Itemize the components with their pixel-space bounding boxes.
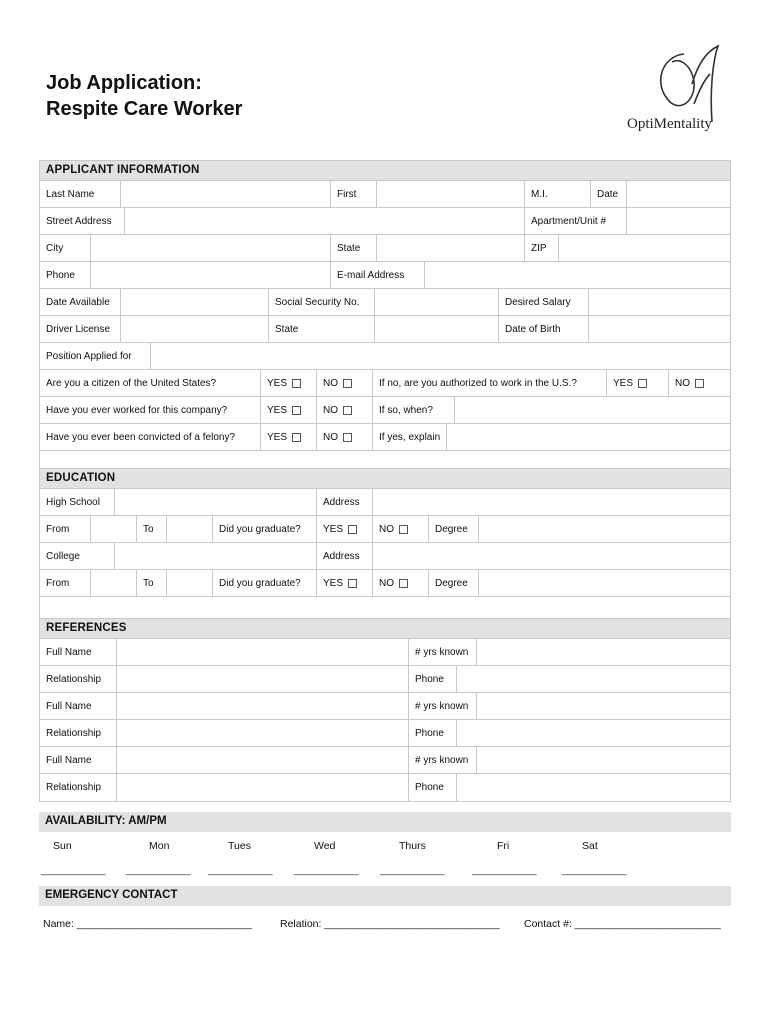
driver-license-field[interactable] bbox=[120, 316, 268, 342]
day-sun: Sun bbox=[53, 840, 72, 852]
no-label: NO bbox=[379, 523, 394, 535]
high-school-label: High School bbox=[46, 496, 100, 508]
checkbox-icon[interactable] bbox=[348, 525, 357, 534]
ref2-name-row bbox=[40, 693, 730, 720]
ref3-rel-label: Relationship bbox=[46, 782, 102, 793]
dob-field[interactable] bbox=[588, 316, 730, 342]
ref1-yrs-field[interactable] bbox=[476, 639, 730, 665]
hs-address-label: Address bbox=[316, 489, 372, 515]
checkbox-icon[interactable] bbox=[399, 525, 408, 534]
when-question: If so, when? bbox=[372, 397, 454, 423]
day-wed: Wed bbox=[314, 840, 336, 852]
worked-yes[interactable] bbox=[260, 397, 316, 423]
authorized-no[interactable] bbox=[668, 370, 730, 396]
spacer-row bbox=[40, 597, 730, 619]
hs-no[interactable] bbox=[372, 516, 428, 542]
worked-row bbox=[40, 397, 730, 424]
state-label: State bbox=[330, 235, 376, 261]
when-field[interactable] bbox=[454, 397, 730, 423]
high-school-row bbox=[40, 489, 730, 516]
hs-dates-row bbox=[40, 516, 730, 543]
no-label: NO bbox=[323, 377, 338, 389]
emergency-relation-field[interactable]: Relation: ______________________________ bbox=[280, 918, 500, 930]
high-school-field[interactable] bbox=[114, 489, 316, 515]
no-label: NO bbox=[323, 431, 338, 443]
last-name-label: Last Name bbox=[46, 188, 95, 200]
worked-question: Have you ever worked for this company? bbox=[46, 404, 228, 416]
phone-field[interactable] bbox=[90, 262, 330, 288]
citizen-question: Are you a citizen of the United States? bbox=[46, 377, 217, 389]
college-to-label: To bbox=[136, 570, 166, 596]
college-from-field[interactable] bbox=[90, 570, 136, 596]
title-line-2: Respite Care Worker bbox=[46, 98, 243, 120]
emergency-name-field[interactable]: Name: ______________________________ bbox=[43, 918, 253, 930]
sat-field[interactable]: ____________ bbox=[562, 864, 627, 876]
dob-label: Date of Birth bbox=[498, 316, 588, 342]
driver-license-label: Driver License bbox=[46, 323, 110, 335]
mon-field[interactable]: ____________ bbox=[126, 864, 191, 876]
position-field[interactable] bbox=[150, 343, 730, 369]
ref2-name-label: Full Name bbox=[46, 700, 92, 712]
ref1-name-label: Full Name bbox=[46, 646, 92, 658]
ref1-rel-label: Relationship bbox=[46, 673, 102, 685]
hs-to-field[interactable] bbox=[166, 516, 212, 542]
state-field[interactable] bbox=[376, 235, 524, 261]
hs-yes[interactable] bbox=[316, 516, 372, 542]
ssn-field[interactable] bbox=[374, 289, 498, 315]
hs-degree-field[interactable] bbox=[478, 516, 730, 542]
ref2-phone-field[interactable] bbox=[456, 720, 730, 746]
hs-graduate-label: Did you graduate? bbox=[212, 516, 316, 542]
day-mon: Mon bbox=[149, 840, 170, 852]
ref2-rel-field[interactable] bbox=[116, 720, 408, 746]
zip-label: ZIP bbox=[524, 235, 558, 261]
email-field[interactable] bbox=[424, 262, 730, 288]
felony-yes[interactable] bbox=[260, 424, 316, 450]
citizen-row bbox=[40, 370, 730, 397]
ref1-rel-field[interactable] bbox=[116, 666, 408, 692]
felony-no[interactable] bbox=[316, 424, 372, 450]
street-label: Street Address bbox=[46, 215, 112, 227]
mi-label: M.I. bbox=[524, 181, 590, 207]
no-label: NO bbox=[323, 404, 338, 416]
ref3-phone-label: Phone bbox=[408, 774, 456, 801]
worked-no[interactable] bbox=[316, 397, 372, 423]
college-address-field[interactable] bbox=[372, 543, 730, 569]
ref2-name-field[interactable] bbox=[116, 693, 408, 719]
hs-degree-label: Degree bbox=[428, 516, 478, 542]
city-label: City bbox=[46, 242, 64, 254]
ref2-rel-label: Relationship bbox=[46, 727, 102, 739]
city-row bbox=[40, 235, 730, 262]
ref3-rel-row bbox=[40, 774, 730, 801]
day-thurs: Thurs bbox=[399, 840, 426, 852]
first-name-field[interactable] bbox=[376, 181, 524, 207]
phone-row bbox=[40, 262, 730, 289]
title-line-1: Job Application: bbox=[46, 72, 202, 94]
street-field[interactable] bbox=[124, 208, 524, 234]
ref1-phone-field[interactable] bbox=[456, 666, 730, 692]
citizen-yes[interactable] bbox=[260, 370, 316, 396]
references-heading: REFERENCES bbox=[40, 619, 730, 639]
sun-field[interactable]: ____________ bbox=[41, 864, 106, 876]
ref3-phone-field[interactable] bbox=[456, 774, 730, 801]
ref2-yrs-field[interactable] bbox=[476, 693, 730, 719]
hs-address-field[interactable] bbox=[372, 489, 730, 515]
yes-label: YES bbox=[267, 431, 288, 443]
ref1-rel-row bbox=[40, 666, 730, 693]
education-heading: EDUCATION bbox=[40, 469, 730, 489]
college-yes[interactable] bbox=[316, 570, 372, 596]
explain-field[interactable] bbox=[446, 424, 730, 450]
college-graduate-label: Did you graduate? bbox=[212, 570, 316, 596]
dl-state-label: State bbox=[268, 316, 374, 342]
checkbox-icon[interactable] bbox=[343, 433, 352, 442]
ref1-yrs-label: # yrs known bbox=[408, 639, 476, 665]
day-tues: Tues bbox=[228, 840, 251, 852]
yes-label: YES bbox=[323, 577, 344, 589]
dl-state-field[interactable] bbox=[374, 316, 498, 342]
yes-label: YES bbox=[323, 523, 344, 535]
applicant-heading: APPLICANT INFORMATION bbox=[40, 161, 730, 181]
availability-heading: AVAILABILITY: AM/PM bbox=[39, 812, 731, 832]
college-address-label: Address bbox=[316, 543, 372, 569]
college-degree-field[interactable] bbox=[478, 570, 730, 596]
email-label: E-mail Address bbox=[330, 262, 424, 288]
ref2-phone-label: Phone bbox=[408, 720, 456, 746]
education-section bbox=[39, 468, 731, 620]
ref3-name-field[interactable] bbox=[116, 747, 408, 773]
city-field[interactable] bbox=[90, 235, 330, 261]
thurs-field[interactable]: ____________ bbox=[380, 864, 445, 876]
college-to-field[interactable] bbox=[166, 570, 212, 596]
emergency-contact-section bbox=[39, 886, 731, 942]
ref3-yrs-label: # yrs known bbox=[408, 747, 476, 773]
date-label: Date bbox=[590, 181, 626, 207]
yes-label: YES bbox=[613, 377, 634, 389]
hs-from-label: From bbox=[46, 523, 70, 535]
felony-question: Have you ever been convicted of a felony? bbox=[46, 431, 236, 443]
checkbox-icon[interactable] bbox=[695, 379, 704, 388]
fri-field[interactable]: ____________ bbox=[472, 864, 537, 876]
citizen-no[interactable] bbox=[316, 370, 372, 396]
license-row bbox=[40, 316, 730, 343]
emergency-contact-field[interactable]: Contact #: _________________________ bbox=[524, 918, 721, 930]
ref3-name-row bbox=[40, 747, 730, 774]
yes-label: YES bbox=[267, 404, 288, 416]
last-name-field[interactable] bbox=[120, 181, 330, 207]
authorized-yes[interactable] bbox=[606, 370, 668, 396]
ref3-yrs-field[interactable] bbox=[476, 747, 730, 773]
hs-from-field[interactable] bbox=[90, 516, 136, 542]
ref1-phone-label: Phone bbox=[408, 666, 456, 692]
checkbox-icon[interactable] bbox=[292, 406, 301, 415]
checkbox-icon[interactable] bbox=[343, 406, 352, 415]
ref3-name-label: Full Name bbox=[46, 754, 92, 766]
checkbox-icon[interactable] bbox=[399, 579, 408, 588]
checkbox-icon[interactable] bbox=[638, 379, 647, 388]
position-label: Position Applied for bbox=[46, 350, 132, 362]
day-sat: Sat bbox=[582, 840, 598, 852]
applicant-information-section bbox=[39, 160, 731, 470]
desired-salary-field[interactable] bbox=[588, 289, 730, 315]
desired-salary-label: Desired Salary bbox=[498, 289, 588, 315]
no-label: NO bbox=[675, 377, 690, 389]
apt-label: Apartment/Unit # bbox=[524, 208, 626, 234]
hs-to-label: To bbox=[136, 516, 166, 542]
date-available-label: Date Available bbox=[46, 296, 110, 308]
explain-question: If yes, explain bbox=[372, 424, 446, 450]
first-name-label: First bbox=[330, 181, 376, 207]
college-dates-row bbox=[40, 570, 730, 597]
checkbox-icon[interactable] bbox=[343, 379, 352, 388]
ref3-rel-field[interactable] bbox=[116, 774, 408, 801]
zip-field[interactable] bbox=[558, 235, 730, 261]
references-section bbox=[39, 618, 731, 802]
tues-field[interactable]: ____________ bbox=[208, 864, 273, 876]
apt-field[interactable] bbox=[626, 208, 730, 234]
page-title bbox=[46, 70, 242, 122]
position-row bbox=[40, 343, 730, 370]
college-label: College bbox=[46, 550, 80, 562]
wed-field[interactable]: ____________ bbox=[294, 864, 359, 876]
day-fri: Fri bbox=[497, 840, 510, 852]
logo-text: OptiMentality bbox=[627, 116, 712, 132]
ref1-name-row bbox=[40, 639, 730, 666]
college-row bbox=[40, 543, 730, 570]
college-field[interactable] bbox=[114, 543, 316, 569]
checkbox-icon[interactable] bbox=[348, 579, 357, 588]
address-row bbox=[40, 208, 730, 235]
phone-label: Phone bbox=[46, 269, 75, 281]
college-degree-label: Degree bbox=[428, 570, 478, 596]
emergency-heading: EMERGENCY CONTACT bbox=[39, 886, 731, 906]
availability-section bbox=[39, 812, 731, 874]
college-no[interactable] bbox=[372, 570, 428, 596]
no-label: NO bbox=[379, 577, 394, 589]
ref2-rel-row bbox=[40, 720, 730, 747]
name-row bbox=[40, 181, 730, 208]
date-available-field[interactable] bbox=[120, 289, 268, 315]
yes-label: YES bbox=[267, 377, 288, 389]
checkbox-icon[interactable] bbox=[292, 433, 301, 442]
spacer-row bbox=[40, 451, 730, 469]
availability-date-row bbox=[40, 289, 730, 316]
date-field[interactable] bbox=[626, 181, 730, 207]
ref2-yrs-label: # yrs known bbox=[408, 693, 476, 719]
felony-row bbox=[40, 424, 730, 451]
ref1-name-field[interactable] bbox=[116, 639, 408, 665]
authorized-question: If no, are you authorized to work in the U.S.? bbox=[372, 370, 606, 396]
college-from-label: From bbox=[46, 577, 70, 589]
checkbox-icon[interactable] bbox=[292, 379, 301, 388]
ssn-label: Social Security No. bbox=[268, 289, 374, 315]
